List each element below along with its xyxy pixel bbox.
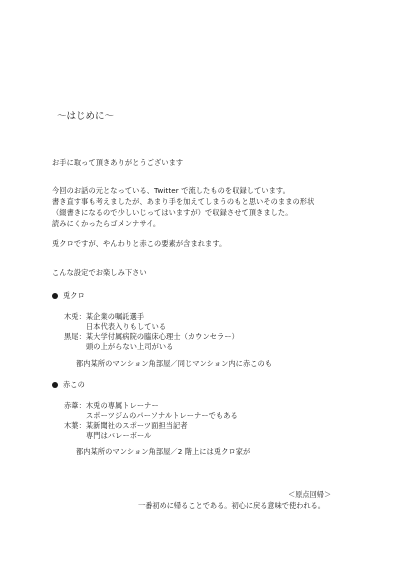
section-2-note: 都内某所のマンション角部屋／2 階上には兎クロ家が: [76, 447, 251, 456]
content-note: 兎クロですが、やんわりと赤この要素が含まれます。: [52, 239, 227, 248]
footer-text: 一番初めに帰ることである。初心に戻る意味で使われる。: [138, 501, 325, 510]
bullet-icon: [52, 382, 58, 388]
intro-line-2: 書き直す事も考えましたが、あまり手を加えてしまうのもと思いそのままの形状: [52, 197, 315, 206]
page-title: ～はじめに～: [57, 111, 115, 122]
section-heading-usakuro: [52, 291, 85, 300]
section-1-note: 都内某所のマンション角部屋／同じマンション内に赤このも: [76, 359, 273, 368]
section-2-line-3: 木葉：某新聞社のスポーツ面担当記者: [64, 421, 188, 430]
section-2-line-2: スポーツジムのパーソナルトレーナーでもある: [86, 411, 238, 420]
section-1-line-1: 木兎：某企業の嘱託選手: [64, 312, 145, 321]
intro-line-4: 読みにくかったらゴメンナサイ。: [52, 219, 161, 228]
bullet-icon: [52, 293, 58, 299]
section-1-line-3: 黒尾：某大学付属病院の臨床心理士（カウンセラー）: [64, 332, 239, 341]
intro-line-1: 今回のお話の元となっている、Twitter で流したものを収録しています。: [52, 186, 290, 195]
section-1-line-4: 頭の上がらない上司がいる: [86, 342, 174, 351]
section-heading-akakono: [52, 380, 85, 389]
section-1-line-2: 日本代表入りもしている: [86, 322, 167, 331]
intro-line-3: （綴書きになるので少しいじってはいますが）で収録させて頂きました。: [52, 208, 293, 217]
footer-heading: ＜原点回帰＞: [288, 490, 332, 499]
section-2-line-4: 専門はバレーボール: [86, 431, 152, 440]
settings-intro: こんな設定でお楽しみ下さい: [52, 268, 147, 277]
greeting-text: お手に取って頂きありがとうございます: [52, 158, 184, 167]
section-heading-label: 赤この: [63, 380, 85, 389]
section-heading-label: 兎クロ: [63, 291, 85, 300]
section-2-line-1: 赤葦：木兎の専属トレーナー: [64, 401, 159, 410]
